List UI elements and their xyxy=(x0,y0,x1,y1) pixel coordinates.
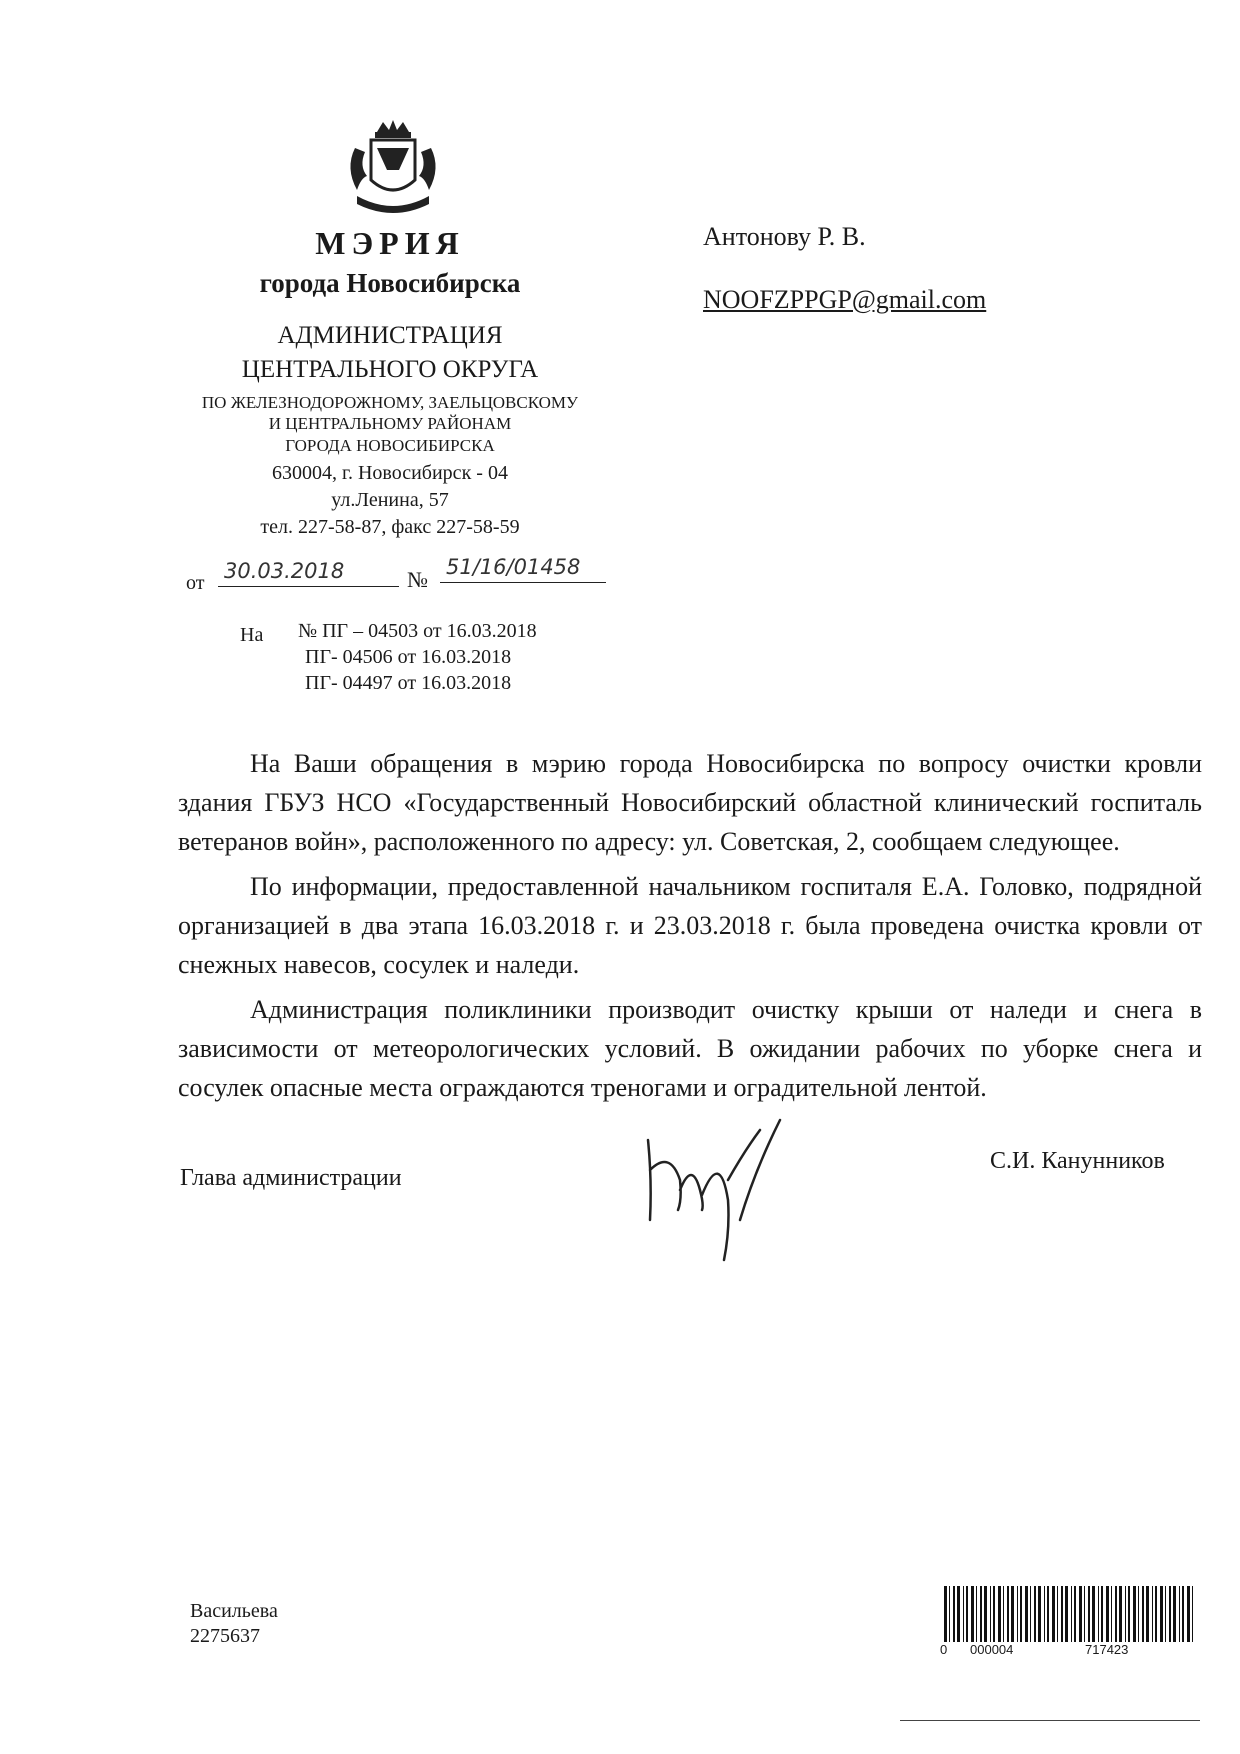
reference-item: ПГ- 04506 от 16.03.2018 xyxy=(305,646,512,668)
city-title: города Новосибирска xyxy=(259,268,521,298)
barcode-bar xyxy=(1098,1586,1099,1642)
barcode-bar xyxy=(1030,1586,1031,1642)
divider xyxy=(900,1720,1200,1721)
barcode-bar xyxy=(971,1586,974,1642)
barcode-bar xyxy=(1179,1586,1180,1642)
outgoing-date: 30.03.2018 xyxy=(218,556,399,587)
barcode-bar xyxy=(980,1586,982,1642)
body-paragraph: По информации, предоставленной начальником госпиталя Е.А. Головко, подрядной организацией в два этапа 16.03.2018 г. и 23.03.2018 г. была проведена очистка кровли от снежных навесов, сосулек и наледи. xyxy=(178,872,1202,979)
barcode-bar xyxy=(966,1586,968,1642)
barcode-bar xyxy=(1003,1586,1004,1642)
barcode-bar xyxy=(1146,1586,1149,1642)
barcode-bar xyxy=(1182,1586,1184,1642)
barcode-bar xyxy=(1125,1586,1126,1642)
novosibirsk-coat-of-arms-icon xyxy=(337,118,449,222)
barcode-bar xyxy=(1088,1586,1090,1642)
barcode-bar xyxy=(1192,1586,1193,1642)
executor-name: Васильева xyxy=(190,1600,278,1622)
barcode-bar xyxy=(1061,1586,1063,1642)
reference-label: На xyxy=(240,624,264,646)
postal-address: 630004, г. Новосибирск - 04 xyxy=(272,462,508,484)
barcode-bar xyxy=(1084,1586,1085,1642)
phone-fax: тел. 227-58-87, факс 227-58-59 xyxy=(260,516,520,538)
mayoralty-title: МЭРИЯ xyxy=(315,225,465,261)
handwritten-signature xyxy=(630,1110,790,1270)
letter-body xyxy=(178,744,1202,1113)
barcode-digits: 0 xyxy=(940,1642,948,1657)
administration-title: АДМИНИСТРАЦИЯ xyxy=(277,322,503,349)
districts-line: ГОРОДА НОВОСИБИРСКА xyxy=(285,436,495,455)
barcode-bar xyxy=(1065,1586,1068,1642)
barcode-bar xyxy=(1160,1586,1163,1642)
districts-line: ПО ЖЕЛЕЗНОДОРОЖНОМУ, ЗАЕЛЬЦОВСКОМУ xyxy=(201,393,579,412)
barcode-bar xyxy=(1187,1586,1190,1642)
barcode-digits: 717423 xyxy=(1085,1642,1129,1657)
barcode-bar xyxy=(1111,1586,1112,1642)
barcode-digits: 000004 xyxy=(970,1642,1014,1657)
barcode-bar xyxy=(1011,1586,1014,1642)
addressee-name: Антонову Р. В. xyxy=(703,222,866,251)
barcode-bar xyxy=(1047,1586,1049,1642)
barcode-bar xyxy=(1020,1586,1022,1642)
barcode-bar xyxy=(1152,1586,1153,1642)
addressee-email: NOOFZPPGP@gmail.com xyxy=(703,285,987,314)
executor-phone: 2275637 xyxy=(190,1625,260,1647)
barcode-bar xyxy=(1138,1586,1139,1642)
barcode-bar xyxy=(1025,1586,1028,1642)
barcode-bar xyxy=(1038,1586,1041,1642)
reference-item: № ПГ – 04503 от 16.03.2018 xyxy=(298,620,537,642)
number-label: № xyxy=(407,567,428,592)
barcode-bar xyxy=(957,1586,960,1642)
date-label: от xyxy=(186,572,205,594)
barcode-bar xyxy=(1044,1586,1045,1642)
barcode-bar xyxy=(1142,1586,1144,1642)
barcode-bar xyxy=(993,1586,995,1642)
barcode-bar xyxy=(963,1586,964,1642)
barcode xyxy=(940,1586,1200,1644)
barcode-bar xyxy=(944,1586,947,1642)
barcode-bar xyxy=(1017,1586,1018,1642)
barcode-bar xyxy=(1165,1586,1166,1642)
signatory-title: Глава администрации xyxy=(180,1165,402,1191)
barcode-bar xyxy=(1079,1586,1082,1642)
barcode-bar xyxy=(990,1586,991,1642)
barcode-bar xyxy=(1155,1586,1157,1642)
barcode-bar xyxy=(1133,1586,1136,1642)
barcode-bar xyxy=(1115,1586,1117,1642)
barcode-bar xyxy=(1007,1586,1009,1642)
barcode-bar xyxy=(1106,1586,1109,1642)
barcode-bar xyxy=(1173,1586,1176,1642)
administration-district: ЦЕНТРАЛЬНОГО ОКРУГА xyxy=(241,356,539,383)
body-paragraph: Администрация поликлиники производит очистку крыши от наледи и снега в зависимости от метеорологических условий. В ожидании рабочих по уборке снега и сосулек опасные места ограждаются треногами и оградительной лентой. xyxy=(178,995,1202,1102)
barcode-bar xyxy=(976,1586,977,1642)
barcode-bar xyxy=(1128,1586,1130,1642)
barcode-bar xyxy=(1052,1586,1055,1642)
barcode-bar xyxy=(1101,1586,1103,1642)
barcode-bar xyxy=(1074,1586,1076,1642)
barcode-bar xyxy=(1071,1586,1072,1642)
barcode-bar xyxy=(1057,1586,1058,1642)
barcode-bar xyxy=(998,1586,1001,1642)
signatory-name: С.И. Канунников xyxy=(990,1148,1165,1174)
barcode-bar xyxy=(949,1586,950,1642)
districts-line: И ЦЕНТРАЛЬНОМУ РАЙОНАМ xyxy=(268,414,512,433)
barcode-bar xyxy=(1119,1586,1122,1642)
barcode-bar xyxy=(1169,1586,1171,1642)
body-paragraph: На Ваши обращения в мэрию города Новосибирска по вопросу очистки кровли здания ГБУЗ НСО «Государственный Новосибирский областной клинический госпиталь ветеранов войн», расположенного по адресу: ул. Советская, 2, сообщаем следующее. xyxy=(178,749,1202,856)
barcode-bar xyxy=(1034,1586,1036,1642)
reference-item: ПГ- 04497 от 16.03.2018 xyxy=(305,672,512,694)
street-address: ул.Ленина, 57 xyxy=(331,489,449,511)
barcode-bar xyxy=(1092,1586,1095,1642)
barcode-bar xyxy=(984,1586,987,1642)
barcode-bar xyxy=(953,1586,955,1642)
outgoing-number: 51/16/01458 xyxy=(440,552,606,583)
